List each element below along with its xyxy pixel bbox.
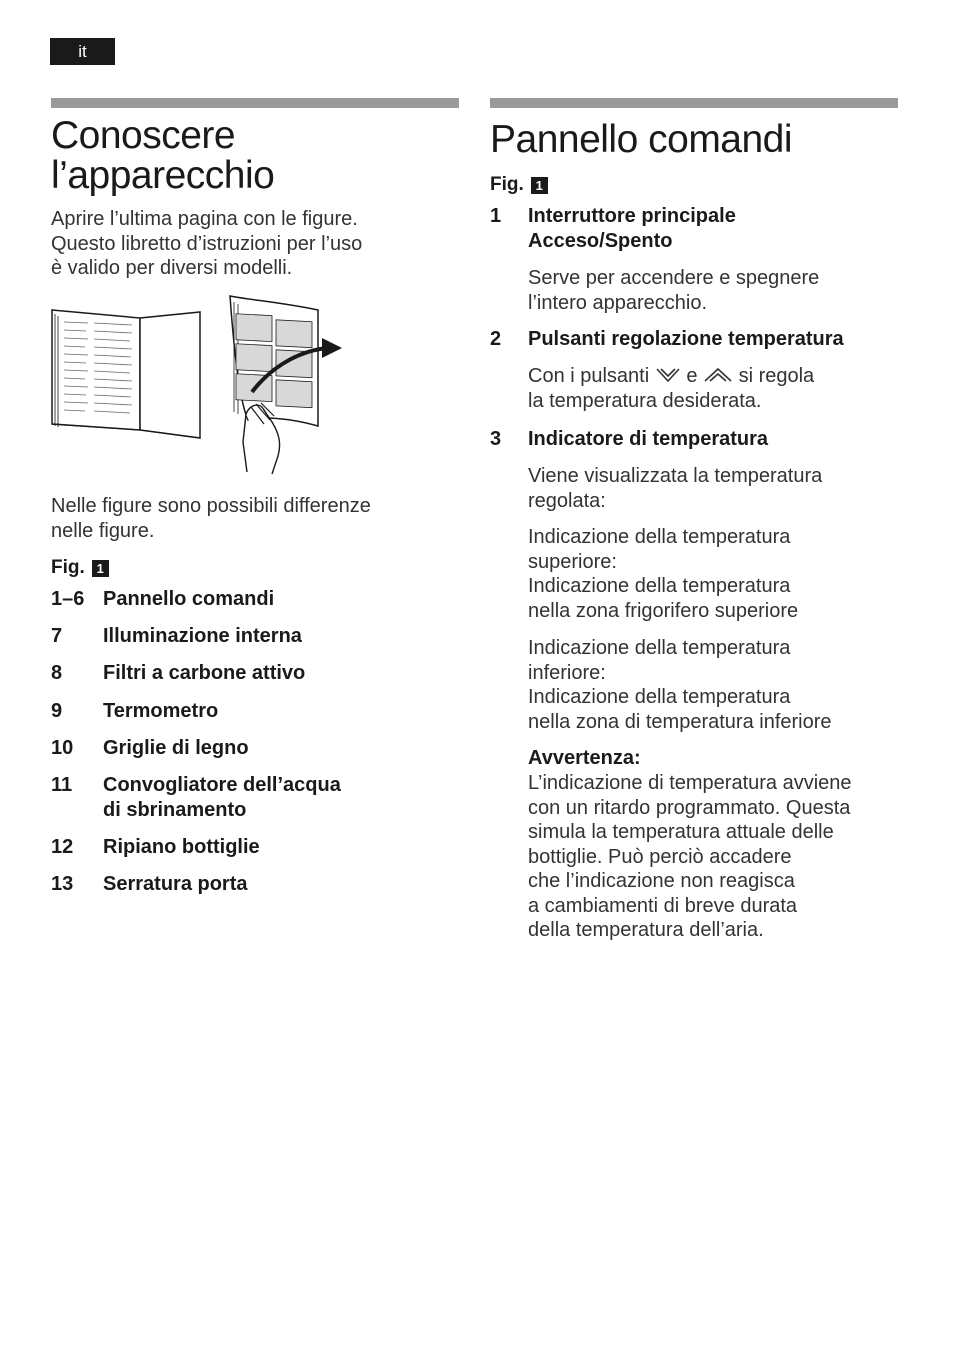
left-fig-reference: Fig. 1 (51, 557, 109, 579)
chevron-up-icon (703, 366, 733, 384)
part-item: 12 Ripiano bottiglie (51, 836, 260, 858)
left-section-rule (51, 98, 459, 108)
right-title: Pannello comandi (490, 118, 793, 161)
right-fig-reference: Fig. 1 (490, 174, 548, 196)
part-item: 7 Illuminazione interna (51, 625, 302, 647)
fig-number-badge: 1 (531, 177, 548, 194)
part-item: 13 Serratura porta (51, 873, 248, 895)
lower-indicator-text: Indicazione della temperatura inferiore: Indicazione della temperatura nella zona di temperatura inferiore (528, 637, 832, 733)
chevron-down-icon (655, 366, 681, 384)
booklet-illustration (50, 292, 350, 477)
part-item: 9 Termometro (51, 700, 219, 722)
warning-text: L’indicazione di temperatura avviene con un ritardo programmato. Questa simula la temperatura attuale delle bottiglie. Può perciò accadere che l’indicazione non reagisca a cambiamenti di breve durata della temperatura dell’aria. (528, 772, 852, 941)
part-item: 11 Convogliatore dell’acqua di sbrinamento (51, 774, 341, 821)
upper-indicator-text: Indicazione della temperatura superiore: Indicazione della temperatura nella zona frigorifero superiore (528, 526, 799, 622)
intro-text: Aprire l’ultima pagina con le figure. Questo libretto d’istruzioni per l’uso è valido per diversi modelli. (51, 208, 363, 279)
fig-number-badge: 1 (92, 560, 109, 577)
part-item: 8 Filtri a carbone attivo (51, 662, 306, 684)
left-title: Conoscere l’apparecchio (51, 114, 275, 197)
item-2-description: Con i pulsanti e si regola la temperatura desiderata. (528, 365, 815, 412)
figure-note: Nelle figure sono possibili differenze nelle figure. (51, 495, 371, 542)
item-1-description: Serve per accendere e spegnere l’intero apparecchio. (528, 267, 820, 314)
part-item: 10 Griglie di legno (51, 737, 249, 759)
item-3-description: Viene visualizzata la temperatura regolata: (528, 465, 823, 512)
right-section-rule (490, 98, 898, 108)
part-item: 1–6 Pannello comandi (51, 588, 275, 610)
warning-title: Avvertenza: (528, 747, 641, 769)
language-tag: it (50, 38, 115, 65)
